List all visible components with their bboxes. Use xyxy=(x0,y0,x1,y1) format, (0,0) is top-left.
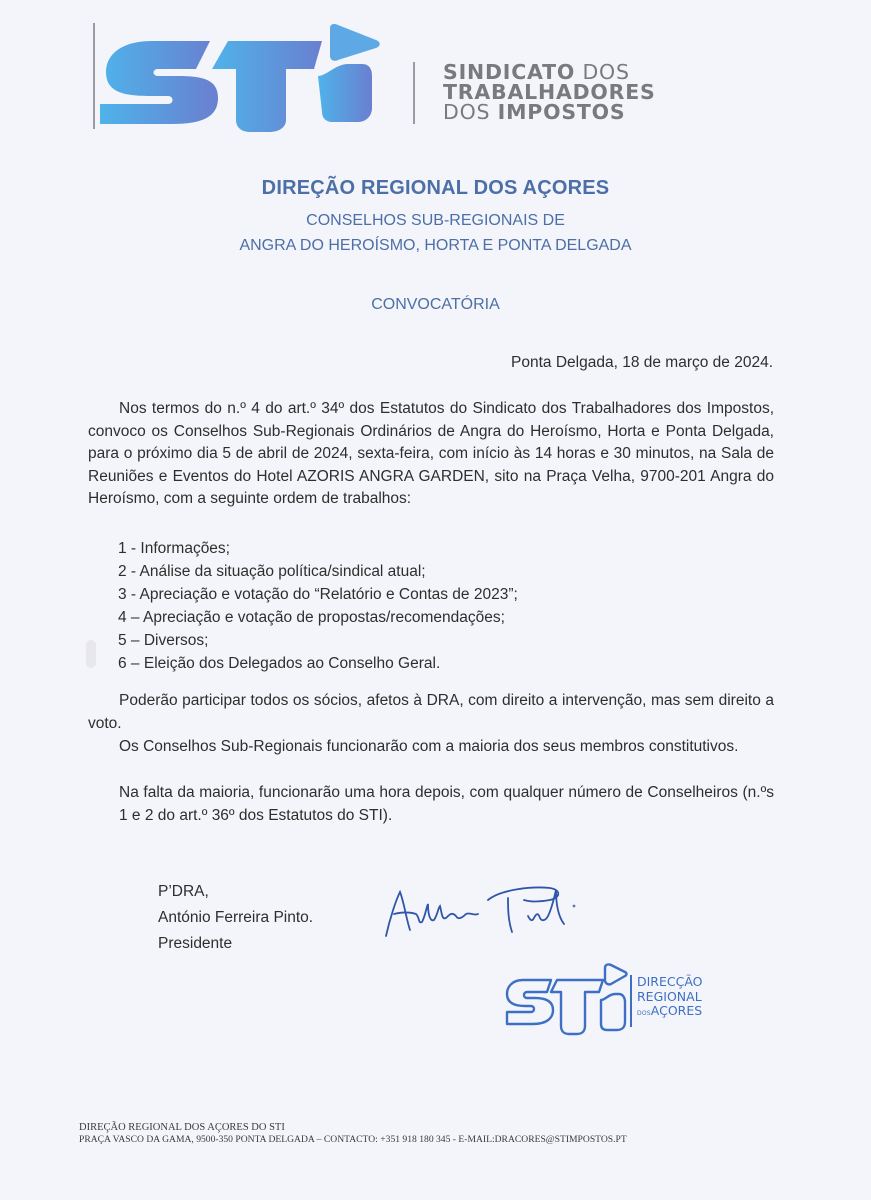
agenda-item: 2 - Análise da situação política/sindical atual; xyxy=(118,563,426,580)
sti-logo xyxy=(100,24,400,132)
fallback-paragraph: Na falta da maioria, funcionarão uma hora depois, com qualquer número de Conselheiros (n.ºs 1 e 2 do art.º 36º dos Estatutos do STI). xyxy=(119,784,774,824)
handwritten-signature xyxy=(380,878,610,944)
logo-letter-t xyxy=(212,41,322,132)
participation-paragraph: Poderão participar todos os sócios, afetos à DRA, com direito a intervenção, mas sem direito a voto. xyxy=(88,692,774,732)
footer xyxy=(79,1122,627,1146)
agenda-list xyxy=(118,537,518,675)
date-line: Ponta Delgada, 18 de março de 2024. xyxy=(511,354,773,371)
title-sub-2: ANGRA DO HEROÍSMO, HORTA E PONTA DELGADA xyxy=(239,237,632,254)
stamp-logo-text: DIRECÇÃO REGIONAL DOSAÇORES xyxy=(637,974,703,1018)
document-type: CONVOCATÓRIA xyxy=(371,296,500,313)
title-main: DIREÇÃO REGIONAL DOS AÇORES xyxy=(261,177,610,199)
play-triangle-icon xyxy=(330,24,380,61)
scan-smudge xyxy=(86,640,96,668)
header-rule xyxy=(93,23,95,129)
signer-role: Presidente xyxy=(158,935,233,952)
stamp-logo-separator xyxy=(630,975,632,1027)
stamp-sti-logo xyxy=(505,962,629,1042)
logo-separator xyxy=(413,62,415,124)
on-behalf-label: P’DRA, xyxy=(158,883,209,900)
quorum-paragraph: Os Conselhos Sub-Regionais funcionarão com a maioria dos seus membros constitutivos. xyxy=(119,738,739,755)
agenda-item: 6 – Eleição dos Delegados ao Conselho Geral. xyxy=(118,655,441,672)
logo-letter-s xyxy=(100,41,218,124)
footer-contact: PRAÇA VASCO DA GAMA, 9500-350 PONTA DELGADA – CONTACTO: +351 918 180 345 - E-MAIL:DRACORES@STIMPOSTOS.PT xyxy=(79,1134,627,1145)
org-name: SINDICATO DOS TRABALHADORES DOS IMPOSTOS xyxy=(443,60,656,124)
signer-name: António Ferreira Pinto. xyxy=(158,909,314,926)
agenda-item: 4 – Apreciação e votação de propostas/recomendações; xyxy=(118,609,505,626)
signature-block xyxy=(158,879,313,957)
title-sub-1: CONSELHOS SUB-REGIONAIS DE xyxy=(306,212,565,229)
agenda-item: 1 - Informações; xyxy=(118,540,230,557)
intro-paragraph: Nos termos do n.º 4 do art.º 34º dos Estatutos do Sindicato dos Trabalhadores dos Impostos, convoco os Conselhos Sub-Regionais Ordinários de Angra do Heroísmo, Horta e Ponta Delgada, para o próximo dia 5 de abril de 2024, sexta-feira, com início às 14 horas e 30 minutos, na Sala de Reuniões e Eventos do Hotel AZORIS ANGRA GARDEN, sito na Praça Velha, 9700-201 Angra do Heroísmo, com a seguinte ordem de trabalhos: xyxy=(88,400,774,508)
agenda-item: 5 – Diversos; xyxy=(118,632,209,649)
logo-letter-i xyxy=(318,64,372,122)
footer-org: DIREÇÃO REGIONAL DOS AÇORES DO STI xyxy=(79,1122,285,1133)
agenda-item: 3 - Apreciação e votação do “Relatório e Contas de 2023”; xyxy=(118,586,518,603)
